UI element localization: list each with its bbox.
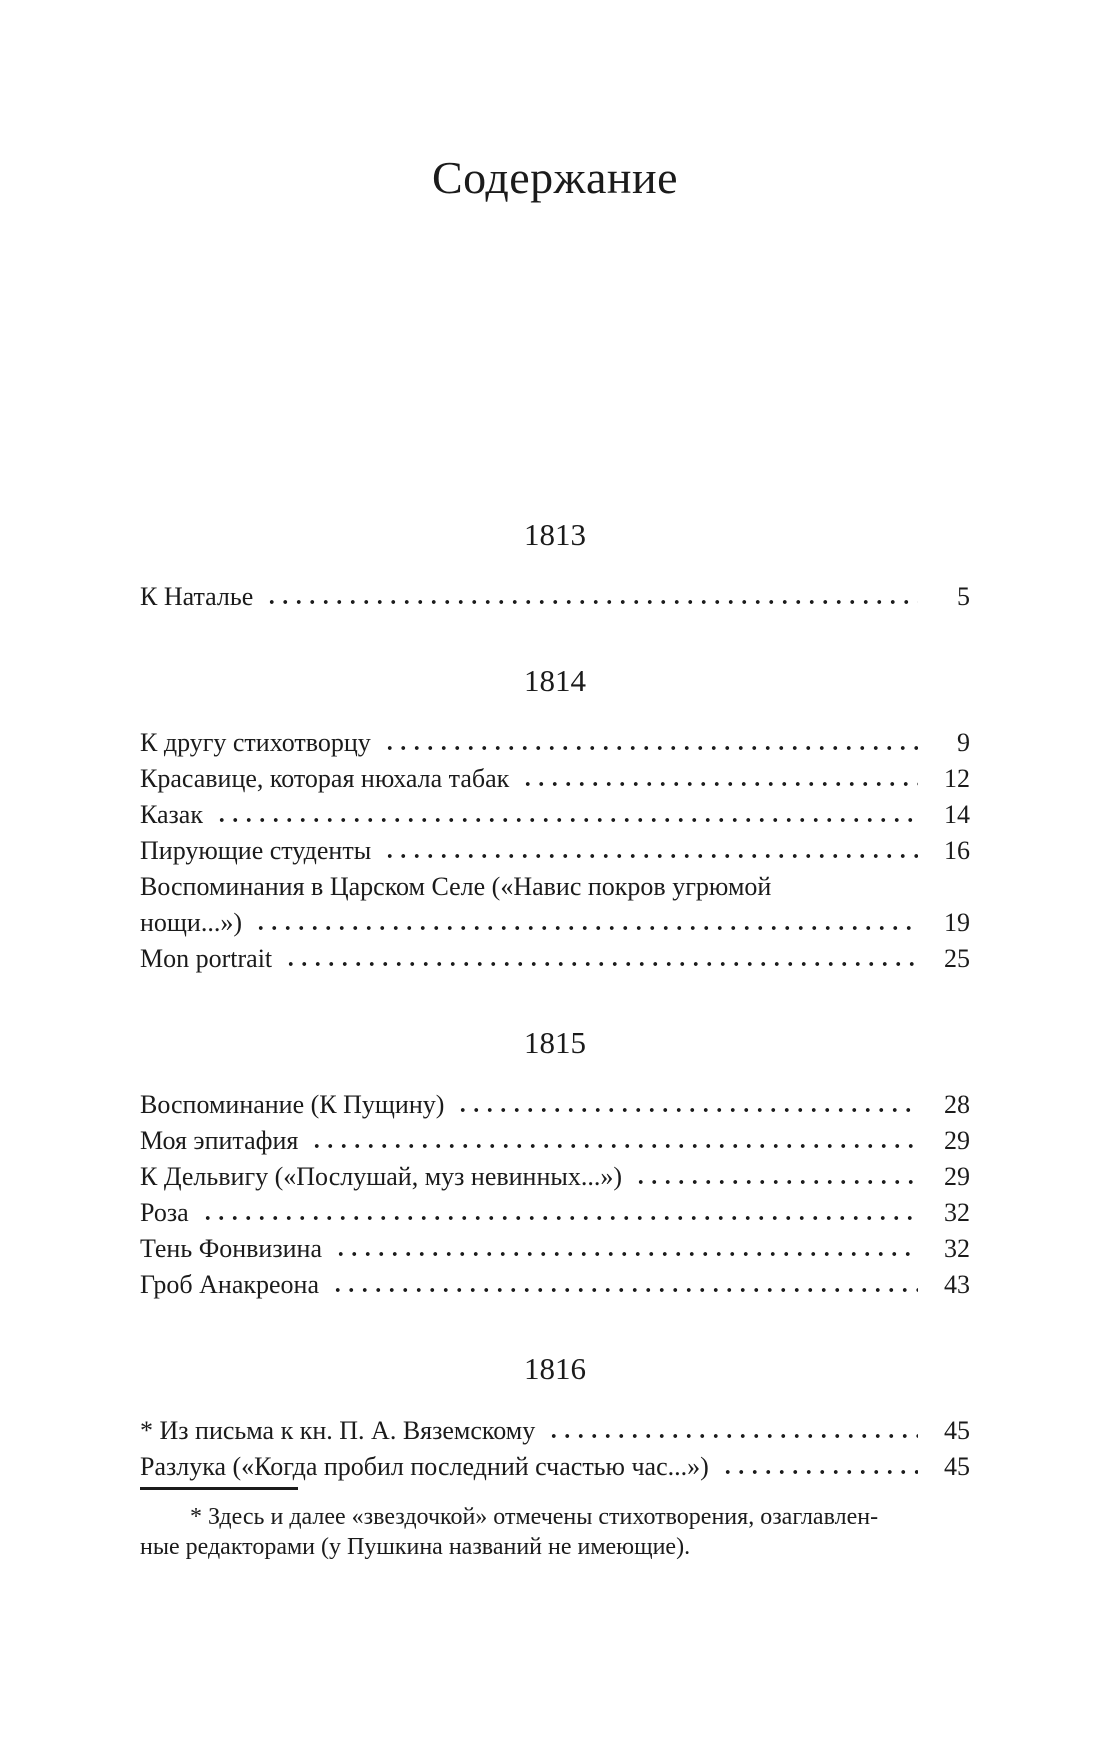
entry-page-number: 9 [957,728,970,758]
leader-dots [454,1107,918,1113]
entry-title: Моя эпитафия [140,1126,299,1156]
entry-title: К Наталье [140,582,254,612]
entry-page-number: 45 [944,1416,970,1446]
entry-title: К другу стихотворцу [140,728,371,758]
footnote-divider [140,1487,298,1490]
entry-page-number: 32 [944,1198,970,1228]
toc-section [140,663,970,977]
toc-entry-row [140,905,970,941]
leader-dots [545,1433,918,1439]
entry-page-number: 29 [944,1126,970,1156]
toc-entry-row [140,1159,970,1195]
toc-entry-row [140,579,970,615]
footnote-text-line: * Здесь и далее «звездочкой» отмечены стихотворения, озаглавлен- [190,1504,879,1531]
entry-page-number: 28 [944,1090,970,1120]
entry-page-number: 25 [944,944,970,974]
toc-section [140,1025,970,1303]
toc-section [140,517,970,615]
entry-page-number: 29 [944,1162,970,1192]
toc-entry-row [140,1231,970,1267]
entry-page-number: 32 [944,1234,970,1264]
toc-entry-row [140,941,970,977]
toc-list [140,517,970,1485]
leader-dots [308,1143,918,1149]
leader-dots [719,1469,918,1475]
leader-dots [199,1215,918,1221]
entry-title: Пирующие студенты [140,836,372,866]
leader-dots [381,853,918,859]
entry-page-number: 16 [944,836,970,866]
toc-entry-row [140,1195,970,1231]
toc-section [140,1351,970,1485]
year-heading: 1814 [524,663,586,699]
entry-title: Разлука («Когда пробил последний счастью час...») [140,1452,709,1482]
leader-dots [381,745,918,751]
toc-entry-row [140,1267,970,1303]
leader-dots [332,1251,918,1257]
entry-page-number: 45 [944,1452,970,1482]
leader-dots [263,599,918,605]
entry-page-number: 12 [944,764,970,794]
leader-dots [252,925,918,931]
entry-title: Роза [140,1198,189,1228]
toc-entry-row [140,1413,970,1449]
entry-title: Казак [140,800,203,830]
entry-page-number: 19 [944,908,970,938]
year-heading: 1813 [524,517,586,553]
entry-title: К Дельвигу («Послушай, муз невинных...») [140,1162,623,1192]
toc-entry-row [140,869,970,905]
toc-entry-row [140,833,970,869]
entry-page-number: 14 [944,800,970,830]
toc-entry-row [140,725,970,761]
entry-title: Mon portrait [140,944,273,974]
leader-dots [632,1179,918,1185]
toc-entry-row [140,1449,970,1485]
entry-title: Воспоминание (К Пущину) [140,1090,445,1120]
toc-entry-row [140,1087,970,1123]
entry-page-number: 5 [957,582,970,612]
year-heading: 1816 [524,1351,586,1387]
leader-dots [519,781,918,787]
entry-page-number: 43 [944,1270,970,1300]
toc-entry-row [140,1123,970,1159]
year-heading: 1815 [524,1025,586,1061]
page-title: Содержание [431,152,679,203]
footnote-text-line: ные редакторами (у Пушкина названий не имеющие). [140,1534,691,1561]
toc-entry-row [140,797,970,833]
toc-entry-row [140,761,970,797]
entry-title: * Из письма к кн. П. А. Вяземскому [140,1416,536,1446]
leader-dots [282,961,918,967]
entry-title: Красавице, которая нюхала табак [140,764,510,794]
entry-title: Гроб Анакреона [140,1270,319,1300]
leader-dots [329,1287,918,1293]
entry-title: нощи...») [140,908,243,938]
entry-title: Воспоминания в Царском Селе («Навис покров угрюмой [140,872,772,902]
leader-dots [213,817,918,823]
footnote [140,1487,970,1562]
entry-title: Тень Фонвизина [140,1234,322,1264]
